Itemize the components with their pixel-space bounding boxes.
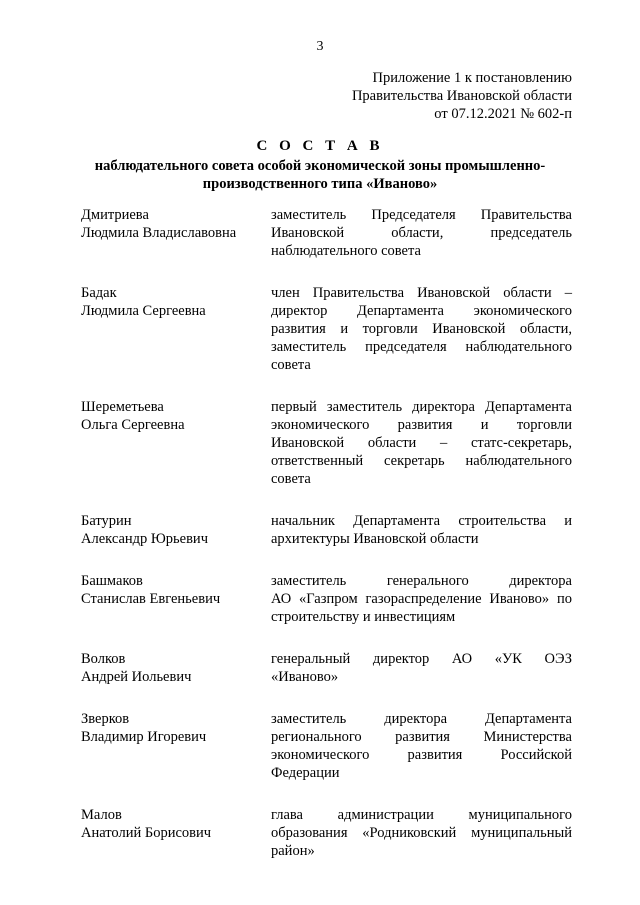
members-list [0, 206, 640, 884]
position-line: заместитель Председателя Правительства [271, 207, 572, 223]
position-line: «Иваново» [271, 669, 339, 685]
position-line: архитектуры Ивановской области [271, 531, 479, 547]
member-name [81, 284, 271, 374]
position-line: заместитель председателя наблюдательного [271, 339, 572, 355]
member-surname: Зверков [81, 711, 130, 727]
position-line: Федерации [271, 765, 340, 781]
member-given-name: Владимир Игоревич [81, 729, 207, 745]
position-line: начальник Департамента строительства и [271, 513, 572, 529]
position-line: АО «Газпром газораспределение Иваново» по [271, 591, 572, 607]
member-surname: Шереметьева [81, 399, 164, 415]
member-row [0, 512, 640, 548]
position-line: совета [271, 357, 311, 373]
member-given-name: Ольга Сергеевна [81, 417, 185, 433]
position-line: регионального развития Министерства [271, 729, 572, 745]
position-line: совета [271, 471, 311, 487]
position-line: член Правительства Ивановской области – [271, 285, 572, 301]
position-line: Ивановской области – статс-секретарь, [271, 435, 572, 451]
member-name [81, 512, 271, 548]
position-line: наблюдательного совета [271, 243, 421, 259]
member-name [81, 206, 271, 260]
position-line: Ивановской области, председатель [271, 225, 572, 241]
member-row [0, 806, 640, 860]
document-subtitle [40, 157, 600, 193]
document-title: С О С Т А В [256, 138, 384, 154]
member-row [0, 206, 640, 260]
appendix-line: от 07.12.2021 № 602-п [434, 106, 572, 122]
position-line: строительству и инвестициям [271, 609, 456, 625]
position-line: ответственный секретарь наблюдательного [271, 453, 572, 469]
member-position [271, 206, 572, 260]
subtitle-line: наблюдательного совета особой экономической зоны промышленно- [94, 158, 546, 174]
member-surname: Батурин [81, 513, 132, 529]
member-position [271, 806, 572, 860]
member-given-name: Андрей Иольевич [81, 669, 192, 685]
member-given-name: Людмила Владиславовна [81, 225, 237, 241]
member-name [81, 806, 271, 860]
member-given-name: Станислав Евгеньевич [81, 591, 221, 607]
subtitle-line: производственного типа «Иваново» [202, 176, 438, 192]
member-surname: Волков [81, 651, 126, 667]
member-given-name: Людмила Сергеевна [81, 303, 206, 319]
position-line: генеральный директор АО «УК ОЭЗ [271, 651, 572, 667]
member-given-name: Анатолий Борисович [81, 825, 212, 841]
member-position [271, 710, 572, 782]
page-number: 3 [316, 39, 324, 54]
member-position [271, 284, 572, 374]
position-line: глава администрации муниципального [271, 807, 572, 823]
position-line: образования «Родниковский муниципальный [271, 825, 572, 841]
position-line: директор Департамента экономического [271, 303, 572, 319]
member-position [271, 572, 572, 626]
position-line: заместитель директора Департамента [271, 711, 572, 727]
member-row [0, 398, 640, 488]
position-line: экономического развития и торговли [271, 417, 572, 433]
member-surname: Малов [81, 807, 122, 823]
position-line: первый заместитель директора Департамента [271, 399, 572, 415]
appendix-line: Приложение 1 к постановлению [372, 70, 572, 86]
member-surname: Бадак [81, 285, 117, 301]
appendix-line: Правительства Ивановской области [351, 88, 572, 104]
member-given-name: Александр Юрьевич [81, 531, 208, 547]
position-line: заместитель генерального директора [271, 573, 572, 589]
member-name [81, 398, 271, 488]
member-name [81, 572, 271, 626]
member-position [271, 650, 572, 686]
member-position [271, 398, 572, 488]
member-name [81, 650, 271, 686]
member-row [0, 284, 640, 374]
member-position [271, 512, 572, 548]
member-row [0, 710, 640, 782]
member-surname: Башмаков [81, 573, 143, 589]
member-name [81, 710, 271, 782]
position-line: район» [271, 843, 315, 859]
position-line: экономического развития Российской [271, 747, 572, 763]
member-row [0, 572, 640, 626]
appendix-header [352, 69, 572, 123]
member-surname: Дмитриева [81, 207, 149, 223]
position-line: развития и торговли Ивановской области, [271, 321, 572, 337]
member-row [0, 650, 640, 686]
